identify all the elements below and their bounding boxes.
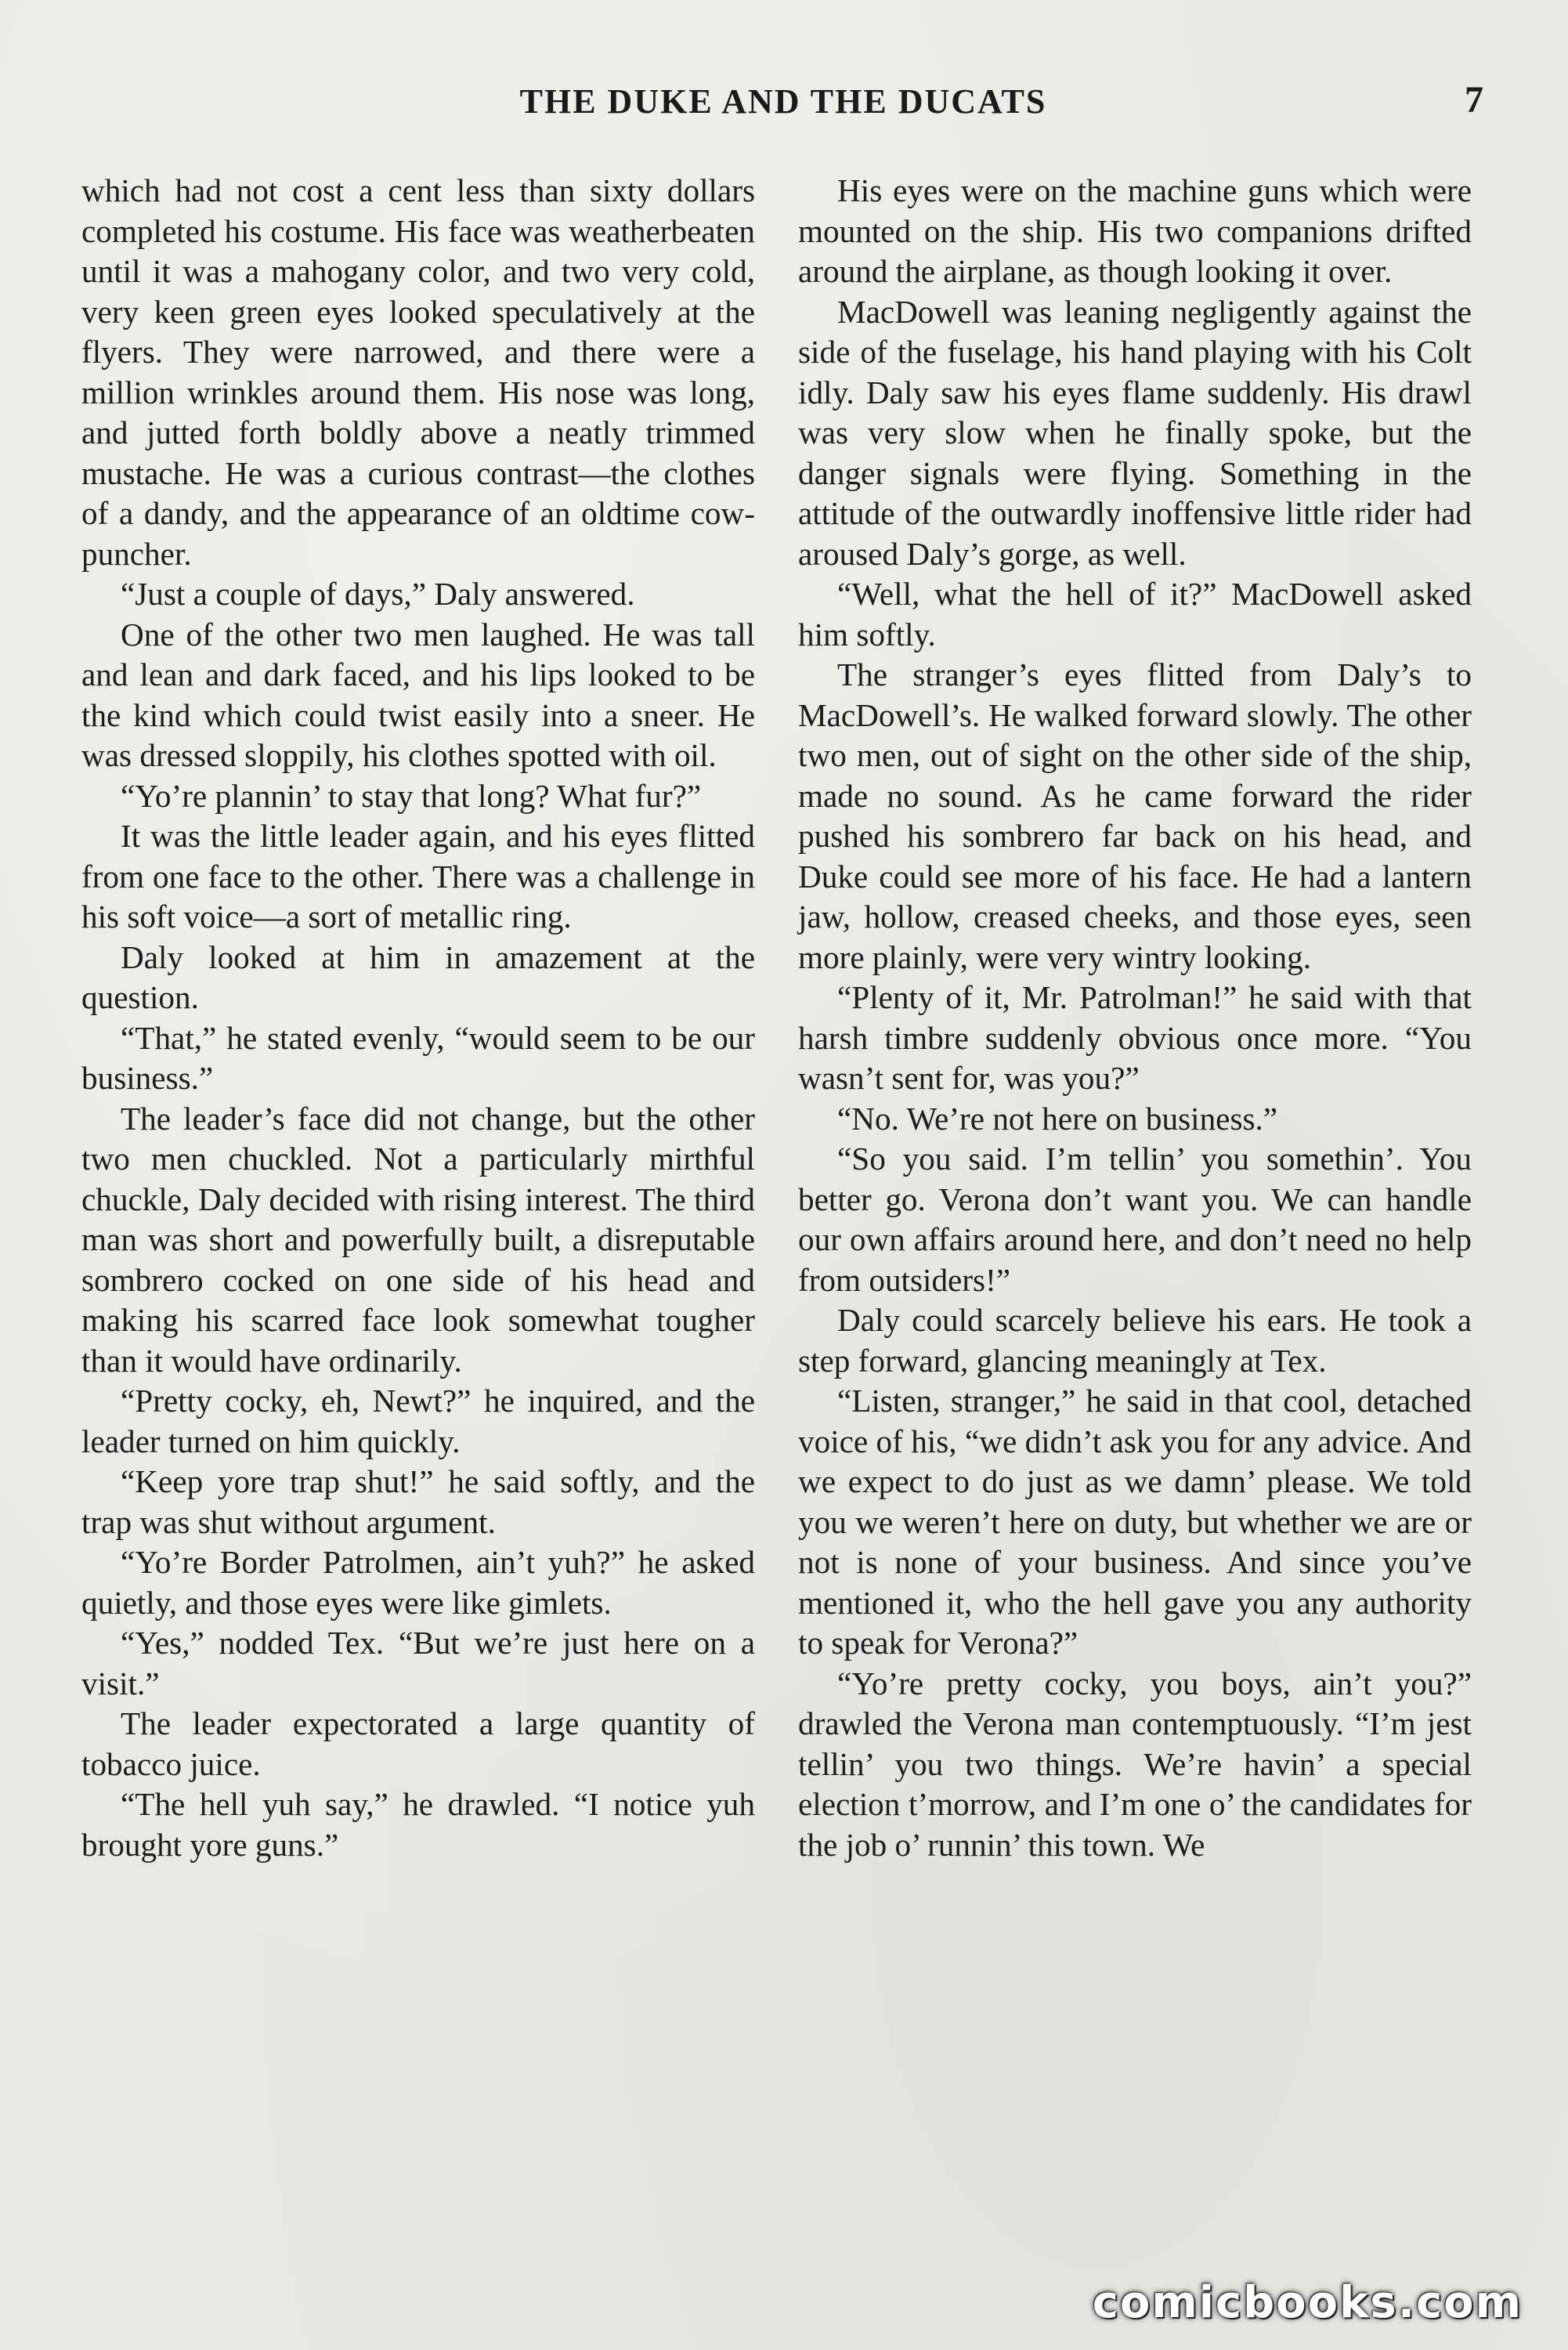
watermark-logo: comicbooks.com: [1092, 2277, 1523, 2328]
paragraph: “No. We’re not here on business.”: [837, 1100, 1278, 1137]
paragraph: which had not cost a cent less than sixty dollars completed his costume. His face was weatherbeaten until it was a mahogany color, and two very cold, very keen green eyes looked speculatively at the flyers. They were narrowed, and there were a million wrinkles around them. His nose was long, and jutted forth boldly above a neatly trimmed mustache. He was a curious contrast—the clothes of a dandy, and the appearance of an oldtime cow-puncher.: [81, 172, 755, 572]
text-column-right: [798, 171, 1472, 1865]
paragraph: Daly looked at him in amazement at the question.: [81, 938, 755, 1015]
running-header: [78, 77, 1488, 139]
paragraph: The leader expectorated a large quantity of tobacco juice.: [81, 1705, 755, 1782]
running-title: THE DUKE AND THE DUCATS: [519, 82, 1047, 121]
paragraph: “The hell yuh say,” he drawled. “I notice yuh brought yore guns.”: [81, 1786, 755, 1863]
paragraph: Daly could scarcely believe his ears. He took a step forward, glancing meaningly at Tex.: [798, 1302, 1472, 1379]
paragraph: “Plenty of it, Mr. Patrolman!” he said with that harsh timbre suddenly obvious once more. “You wasn’t sent for, was you?”: [798, 979, 1472, 1096]
paragraph: “So you said. I’m tellin’ you somethin’. You better go. Verona don’t want you. We can handle our own affairs around here, and don’t need no help from outsiders!”: [798, 1141, 1472, 1298]
paragraph: “Listen, stranger,” he said in that cool, detached voice of his, “we didn’t ask you for any advice. And we expect to do just as we damn’ please. We told you we weren’t here on duty, but whether we are or not is none of your business. And since you’ve mentioned it, who the hell gave you any authority to speak for Verona?”: [798, 1383, 1472, 1661]
page-number: 7: [1465, 79, 1483, 121]
paragraph: “Yo’re Border Patrolmen, ain’t yuh?” he asked quietly, and those eyes were like gimlets.: [81, 1544, 755, 1621]
paragraph: “Just a couple of days,” Daly answered.: [121, 576, 635, 612]
paragraph: “Yo’re plannin’ to stay that long? What fur?”: [121, 777, 702, 814]
paragraph: “Yo’re pretty cocky, you boys, ain’t you?” drawled the Verona man contemptuously. “I’m jest tellin’ you two things. We’re havin’ a special election t’morrow, and I’m one o’ the candidates for the job o’ runnin’ this town. We: [798, 1665, 1472, 1863]
paragraph: One of the other two men laughed. He was tall and lean and dark faced, and his lips looked to be the kind which could twist easily into a sneer. He was dressed sloppily, his clothes spotted with oil.: [81, 616, 755, 773]
paragraph: “Pretty cocky, eh, Newt?” he inquired, and the leader turned on him quickly.: [81, 1383, 755, 1459]
paragraph: The stranger’s eyes flitted from Daly’s to MacDowell’s. He walked forward slowly. The other two men, out of sight on the other side of the ship, made no sound. As he came forward the rider pushed his sombrero far back on his head, and Duke could see more of his face. He had a lantern jaw, hollow, creased cheeks, and those eyes, seen more plainly, were very wintry looking.: [798, 656, 1472, 975]
paragraph: It was the little leader again, and his eyes flitted from one face to the other. There was a challenge in his soft voice—a sort of metallic ring.: [81, 818, 755, 935]
text-column-left: [81, 171, 755, 1865]
paragraph: His eyes were on the machine guns which were mounted on the ship. His two companions drifted around the airplane, as though looking it over.: [798, 172, 1472, 289]
paragraph: “That,” he stated evenly, “would seem to be our business.”: [81, 1019, 755, 1096]
paragraph: The leader’s face did not change, but the other two men chuckled. Not a particularly mirthful chuckle, Daly decided with rising interest. The third man was short and powerfully built, a disreputable sombrero cocked on one side of his head and making his scarred face look somewhat tougher than it would have ordinarily.: [81, 1100, 755, 1379]
paragraph: “Keep yore trap shut!” he said softly, and the trap was shut without argument.: [81, 1463, 755, 1540]
paragraph: “Well, what the hell of it?” MacDowell asked him softly.: [798, 576, 1472, 653]
paragraph: “Yes,” nodded Tex. “But we’re just here on a visit.”: [81, 1625, 755, 1701]
paragraph: MacDowell was leaning negligently against the side of the fuselage, his hand playing with his Colt idly. Daly saw his eyes flame suddenly. His drawl was very slow when he finally spoke, but the danger signals were flying. Something in the attitude of the outwardly inoffensive little rider had aroused Daly’s gorge, as well.: [798, 293, 1472, 572]
